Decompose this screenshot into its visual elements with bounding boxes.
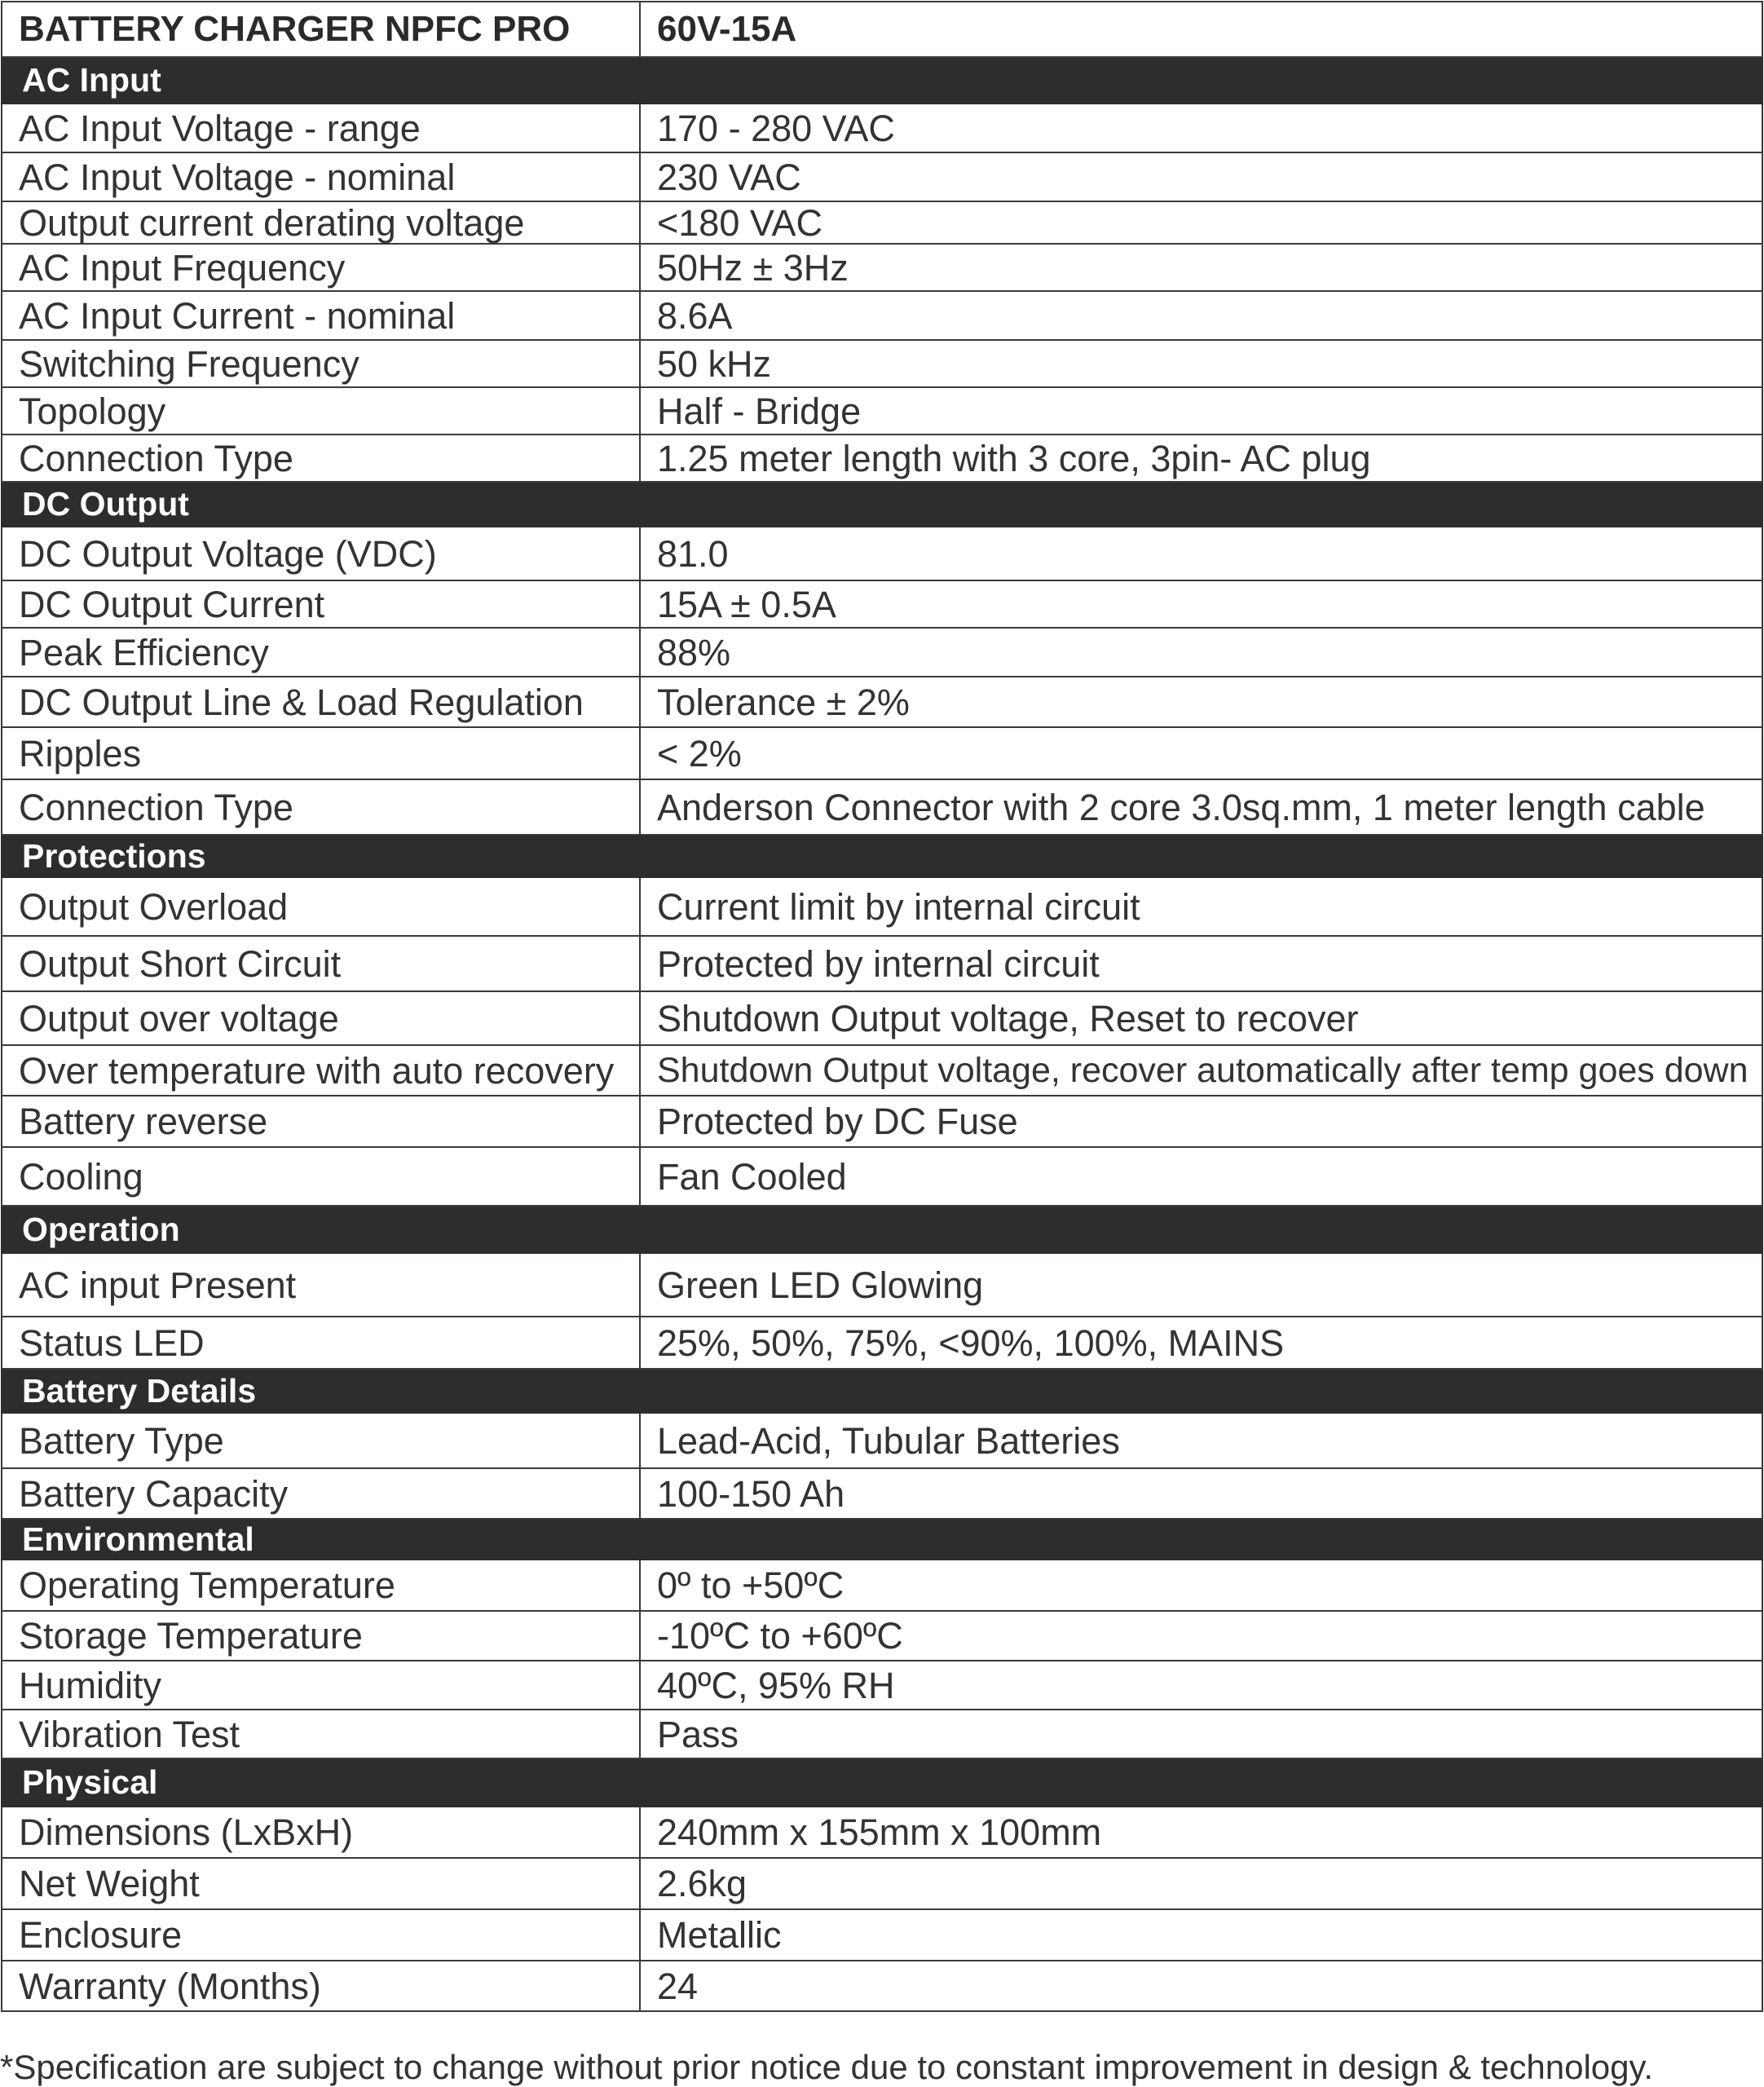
spec-label: Status LED [2, 1317, 640, 1369]
spec-label: Switching Frequency [2, 340, 640, 387]
spec-label: DC Output Current [2, 580, 640, 628]
spec-row [2, 580, 1762, 628]
spec-label: Output current derating voltage [2, 201, 640, 244]
title-row [2, 2, 1762, 57]
section-title: Physical [2, 1758, 1762, 1807]
spec-row [2, 1961, 1762, 2011]
section-title: Battery Details [2, 1369, 1762, 1413]
spec-label: Battery reverse [2, 1096, 640, 1147]
spec-row [2, 387, 1762, 435]
spec-value: Tolerance ± 2% [640, 677, 1762, 727]
spec-value: 24 [640, 1961, 1762, 2011]
section-title: Protections [2, 835, 1762, 877]
spec-row [2, 152, 1762, 201]
spec-value: 2.6kg [640, 1858, 1762, 1909]
spec-label: Vibration Test [2, 1710, 640, 1758]
spec-value: 1.25 meter length with 3 core, 3pin- AC plug [640, 435, 1762, 482]
spec-value: Metallic [640, 1909, 1762, 1961]
spec-value: <180 VAC [640, 201, 1762, 244]
spec-row [2, 435, 1762, 482]
spec-value: 15A ± 0.5A [640, 580, 1762, 628]
spec-row [2, 1611, 1762, 1661]
spec-label: Battery Type [2, 1413, 640, 1468]
spec-row [2, 1413, 1762, 1468]
spec-row [2, 628, 1762, 677]
spec-label: Net Weight [2, 1858, 640, 1909]
spec-value: Shutdown Output voltage, Reset to recover [640, 991, 1762, 1045]
spec-label: Warranty (Months) [2, 1961, 640, 2011]
spec-label: Storage Temperature [2, 1611, 640, 1661]
spec-label: Humidity [2, 1661, 640, 1710]
spec-label: Over temperature with auto recovery [2, 1045, 640, 1096]
spec-value: Current limit by internal circuit [640, 877, 1762, 936]
spec-label: AC Input Voltage - range [2, 104, 640, 152]
section-title: Operation [2, 1206, 1762, 1253]
spec-row [2, 1710, 1762, 1758]
spec-value: 170 - 280 VAC [640, 104, 1762, 152]
spec-row [2, 1858, 1762, 1909]
spec-row [2, 936, 1762, 991]
section-header [2, 482, 1762, 527]
spec-row [2, 1317, 1762, 1369]
spec-label: Connection Type [2, 779, 640, 835]
spec-value: 240mm x 155mm x 100mm [640, 1807, 1762, 1858]
spec-value: Green LED Glowing [640, 1253, 1762, 1317]
spec-label: Battery Capacity [2, 1468, 640, 1519]
spec-value: < 2% [640, 727, 1762, 779]
section-header [2, 57, 1762, 104]
spec-row [2, 677, 1762, 727]
spec-label: Output over voltage [2, 991, 640, 1045]
spec-row [2, 877, 1762, 936]
spec-value: Lead-Acid, Tubular Batteries [640, 1413, 1762, 1468]
section-title: DC Output [2, 482, 1762, 527]
spec-value: Anderson Connector with 2 core 3.0sq.mm, 1 meter length cable [640, 779, 1762, 835]
spec-row [2, 1096, 1762, 1147]
spec-row [2, 527, 1762, 580]
footnote: *Specification are subject to change without prior notice due to constant improvement in design & technology. [0, 2048, 1654, 2086]
spec-row [2, 244, 1762, 291]
spec-label: Operating Temperature [2, 1560, 640, 1611]
section-header [2, 1758, 1762, 1807]
spec-row [2, 1045, 1762, 1096]
spec-value: 0º to +50ºC [640, 1560, 1762, 1611]
spec-label: Dimensions (LxBxH) [2, 1807, 640, 1858]
spec-row [2, 201, 1762, 244]
spec-row [2, 727, 1762, 779]
spec-value: Protected by DC Fuse [640, 1096, 1762, 1147]
product-model: 60V-15A [640, 2, 1762, 57]
spec-value: 230 VAC [640, 152, 1762, 201]
spec-label: AC Input Frequency [2, 244, 640, 291]
spec-value: 40ºC, 95% RH [640, 1661, 1762, 1710]
section-header [2, 835, 1762, 877]
spec-value: Fan Cooled [640, 1147, 1762, 1206]
spec-value: 50Hz ± 3Hz [640, 244, 1762, 291]
product-name: BATTERY CHARGER NPFC PRO [2, 2, 640, 57]
spec-label: Peak Efficiency [2, 628, 640, 677]
spec-value: 25%, 50%, 75%, <90%, 100%, MAINS [640, 1317, 1762, 1369]
spec-label: Output Overload [2, 877, 640, 936]
spec-row [2, 1909, 1762, 1961]
spec-row [2, 1253, 1762, 1317]
spec-label: Enclosure [2, 1909, 640, 1961]
spec-value: 100-150 Ah [640, 1468, 1762, 1519]
spec-label: DC Output Voltage (VDC) [2, 527, 640, 580]
spec-label: AC Input Voltage - nominal [2, 152, 640, 201]
spec-row [2, 1560, 1762, 1611]
spec-value: Protected by internal circuit [640, 936, 1762, 991]
spec-row [2, 1807, 1762, 1858]
section-title: AC Input [2, 57, 1762, 104]
section-header [2, 1206, 1762, 1253]
spec-label: AC input Present [2, 1253, 640, 1317]
spec-value: Pass [640, 1710, 1762, 1758]
spec-label: Connection Type [2, 435, 640, 482]
spec-table [1, 1, 1763, 2012]
spec-row [2, 1468, 1762, 1519]
section-header [2, 1369, 1762, 1413]
spec-value: 88% [640, 628, 1762, 677]
spec-label: Output Short Circuit [2, 936, 640, 991]
spec-row [2, 1147, 1762, 1206]
spec-row [2, 291, 1762, 340]
spec-label: Topology [2, 387, 640, 435]
section-header [2, 1519, 1762, 1560]
spec-label: Cooling [2, 1147, 640, 1206]
spec-row [2, 779, 1762, 835]
section-title: Environmental [2, 1519, 1762, 1560]
spec-label: DC Output Line & Load Regulation [2, 677, 640, 727]
spec-row [2, 991, 1762, 1045]
spec-value: Half - Bridge [640, 387, 1762, 435]
spec-label: Ripples [2, 727, 640, 779]
spec-row [2, 340, 1762, 387]
spec-value: 50 kHz [640, 340, 1762, 387]
spec-value: Shutdown Output voltage, recover automatically after temp goes down [640, 1045, 1762, 1096]
spec-table-body [2, 2, 1762, 2011]
spec-value: 81.0 [640, 527, 1762, 580]
spec-row [2, 1661, 1762, 1710]
spec-value: -10ºC to +60ºC [640, 1611, 1762, 1661]
spec-label: AC Input Current - nominal [2, 291, 640, 340]
spec-value: 8.6A [640, 291, 1762, 340]
spec-row [2, 104, 1762, 152]
